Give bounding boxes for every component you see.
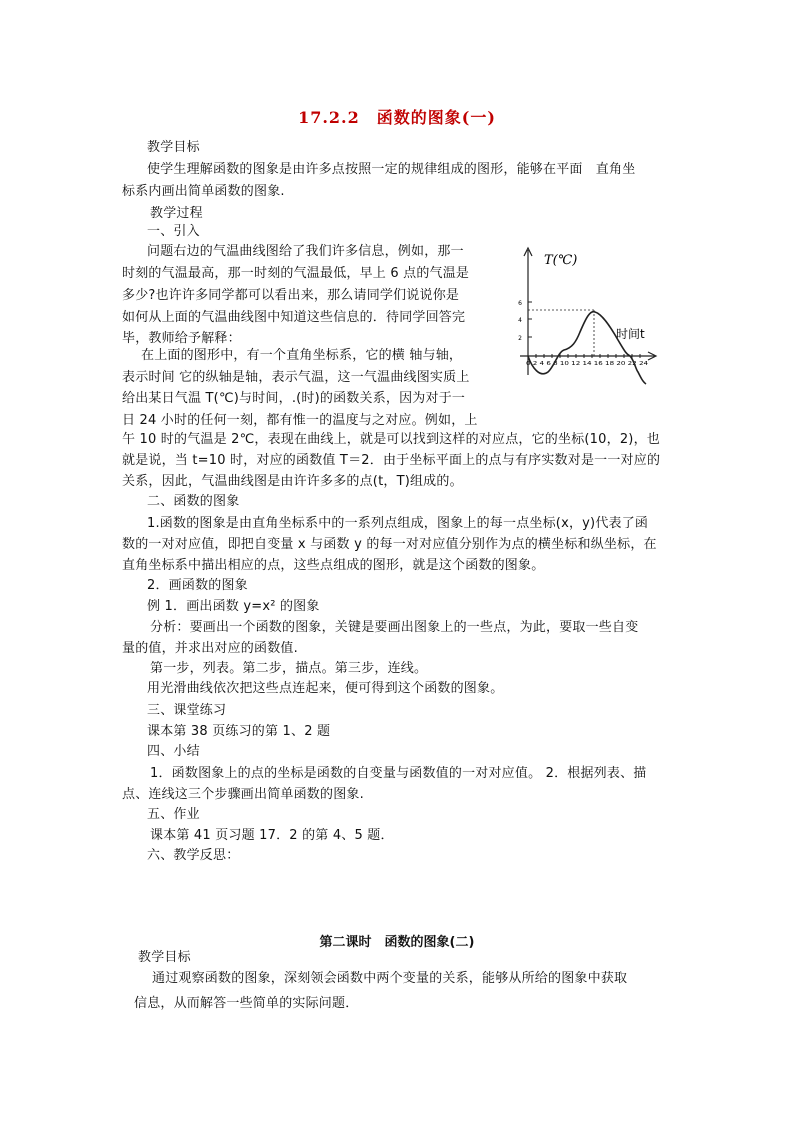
y-axis-label: T(℃)	[544, 253, 578, 268]
section-heading: 六、教学反思：	[147, 848, 240, 863]
text-line: 午 10 时的气温是 2℃，表现在曲线上，就是可以找到这样的对应点，它的坐标(10，2)，也	[122, 432, 660, 447]
text-line: 第一步，列表。第二步，描点。第三步，连线。	[150, 661, 428, 676]
section-heading: 教学过程	[150, 206, 203, 221]
text-line: 给出某日气温 T(℃)与时间，.(时)的函数关系，因为对于一	[122, 391, 466, 406]
text-line: 分析：要画出一个函数的图象，关键是要画出图象上的一些点，为此，要取一些自变	[150, 620, 639, 635]
text-line: 时刻的气温最高，那一时刻的气温最低，早上 6 点的气温是	[122, 266, 470, 281]
text-line: 使学生理解函数的图象是由许多点按照一定的规律组成的图形，能够在平面 直角坐	[147, 162, 636, 177]
text-line: 例 1．画出函数 y=x² 的图象	[147, 599, 320, 614]
section-heading: 2．画函数的图象	[147, 578, 248, 593]
temperature-curve	[528, 312, 646, 384]
lesson2-title: 第二课时 函数的图象(二)	[319, 935, 475, 950]
lesson-title: 17.2.2 函数的图象(一)	[298, 108, 496, 127]
section-heading: 三、课堂练习	[147, 703, 227, 718]
text-line: 毕，教师给予解释：	[122, 331, 241, 346]
text-line: 关系，因此，气温曲线图是由许许多多的点(t，T)组成的。	[122, 474, 463, 489]
section-heading: 五、作业	[147, 807, 200, 822]
text-line: 数的一对对应值，即把自变量 x 与函数 y 的每一对对应值分别作为点的横坐标和纵坐标，在	[122, 537, 657, 552]
temperature-graph-svg	[500, 240, 660, 388]
text-line: 用光滑曲线依次把这些点连起来，便可得到这个函数的图象。	[147, 681, 504, 696]
text-line: 1．函数图象上的点的坐标是函数的自变量与函数值的一对对应值。 2．根据列表、描	[150, 766, 647, 781]
text-line: 标系内画出简单函数的图象.	[122, 184, 285, 199]
section-heading: 二、函数的图象	[147, 494, 240, 509]
text-line: 课本第 41 页习题 17．2 的第 4、5 题．	[150, 828, 394, 843]
text-line: 通过观察函数的图象，深刻领会函数中两个变量的关系，能够从所给的图象中获取	[152, 971, 628, 986]
text-line: 多少?也许许多同学都可以看出来，那么请同学们说说你是	[122, 288, 460, 303]
text-line: 1.函数的图象是由直角坐标系中的一系列点组成，图象上的每一点坐标(x，y)代表了函	[147, 516, 649, 531]
text-line: 信息，从而解答一些简单的实际问题．	[134, 996, 359, 1011]
text-line: 在上面的图形中，有一个直角坐标系，它的横 轴与轴，	[141, 348, 463, 363]
text-line: 就是说，当 t=10 时，对应的函数值 T＝2．由于坐标平面上的点与有序实数对是一一对应的	[122, 453, 661, 468]
text-line: 问题右边的气温曲线图给了我们许多信息，例如，那一	[147, 244, 464, 259]
text-line: 课本第 38 页练习的第 1、2 题	[147, 724, 331, 739]
text-line: 点、连线这三个步骤画出简单函数的图象.	[122, 787, 364, 802]
section-heading: 教学目标	[147, 140, 200, 155]
section-heading: 一、引入	[147, 224, 200, 239]
text-line: 表示时间 它的纵轴是轴，表示气温，这一气温曲线图实质上	[122, 370, 470, 385]
y-tick-label: 6	[518, 300, 522, 307]
y-tick-label: 4	[518, 317, 522, 324]
section-heading: 教学目标	[138, 950, 191, 965]
text-line: 量的值，并求出对应的函数值.	[122, 641, 298, 656]
text-line: 如何从上面的气温曲线图中知道这些信息的．待同学回答完	[122, 310, 466, 325]
temperature-graph	[500, 240, 660, 388]
x-tick-labels: 0 2 4 6 8 10 12 14 16 18 20 22 24	[526, 361, 648, 367]
x-axis-label: 时间t	[616, 327, 645, 341]
y-tick-label: 2	[518, 335, 522, 342]
section-heading: 四、小结	[147, 744, 200, 759]
text-line: 日 24 小时的任何一刻，都有惟一的温度与之对应。例如，上	[122, 413, 478, 428]
text-line: 直角坐标系中描出相应的点，这些点组成的图形，就是这个函数的图象。	[122, 558, 545, 573]
